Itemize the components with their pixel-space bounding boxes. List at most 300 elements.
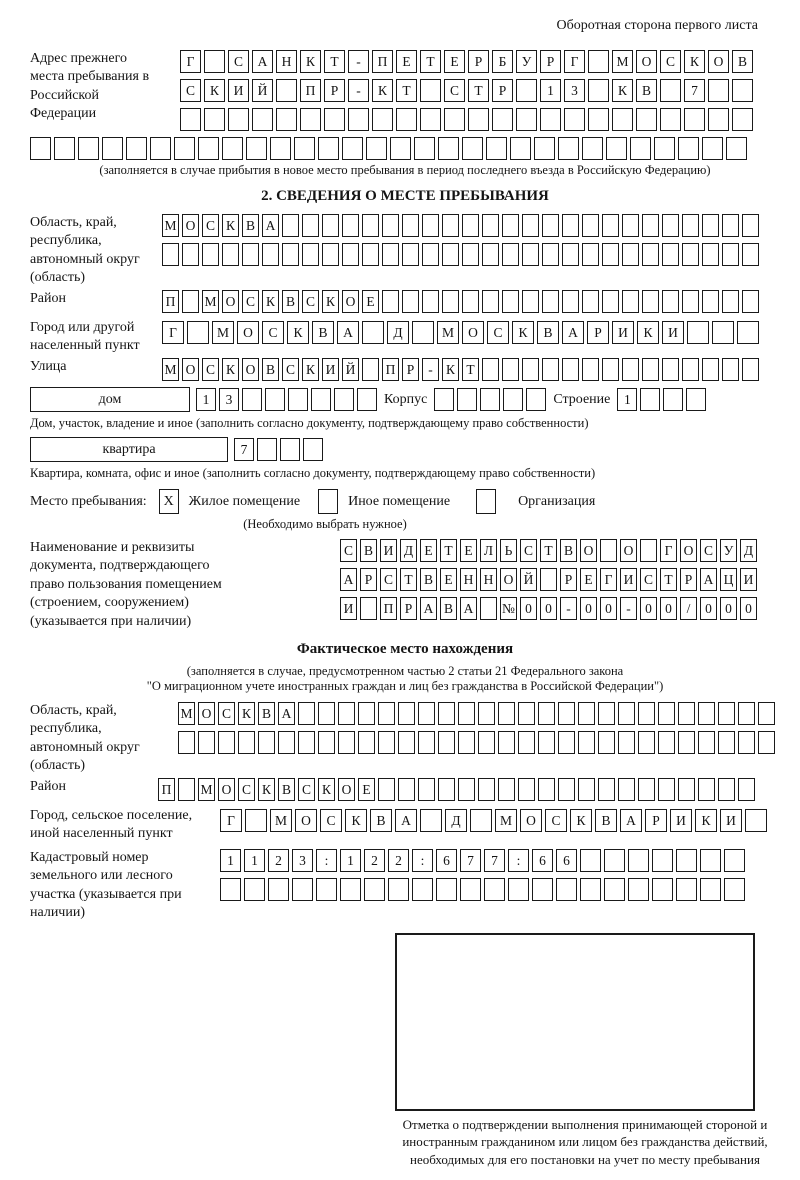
char-box[interactable] (462, 214, 479, 237)
char-box[interactable] (556, 878, 577, 901)
char-box[interactable] (322, 243, 339, 266)
char-box[interactable]: Е (362, 290, 379, 313)
char-box[interactable]: 2 (268, 849, 289, 872)
char-box[interactable]: П (372, 50, 393, 73)
char-box[interactable]: 7 (234, 438, 254, 461)
char-box[interactable]: - (422, 358, 439, 381)
char-box[interactable] (480, 597, 497, 620)
char-box[interactable] (724, 849, 745, 872)
char-box[interactable] (412, 878, 433, 901)
char-box[interactable] (462, 290, 479, 313)
char-box[interactable]: О (338, 778, 355, 801)
char-box[interactable]: Р (360, 568, 377, 591)
char-box[interactable]: В (420, 568, 437, 591)
char-box[interactable]: Р (402, 358, 419, 381)
char-box[interactable]: С (262, 321, 284, 344)
char-box[interactable]: В (440, 597, 457, 620)
char-box[interactable] (245, 809, 267, 832)
char-box[interactable] (182, 290, 199, 313)
char-box[interactable] (702, 214, 719, 237)
char-box[interactable] (600, 539, 617, 562)
char-box[interactable]: Т (540, 539, 557, 562)
char-box[interactable] (180, 108, 201, 131)
char-box[interactable] (252, 108, 273, 131)
char-box[interactable]: Г (220, 809, 242, 832)
char-box[interactable] (622, 290, 639, 313)
char-box[interactable]: И (662, 321, 684, 344)
char-box[interactable] (162, 243, 179, 266)
char-box[interactable]: Е (396, 50, 417, 73)
char-box[interactable] (278, 731, 295, 754)
char-box[interactable] (102, 137, 123, 160)
char-box[interactable]: Р (540, 50, 561, 73)
char-box[interactable]: А (252, 50, 273, 73)
char-box[interactable] (390, 137, 411, 160)
char-box[interactable] (712, 321, 734, 344)
char-box[interactable] (558, 702, 575, 725)
char-box[interactable] (640, 539, 657, 562)
char-box[interactable]: П (300, 79, 321, 102)
char-box[interactable]: Й (252, 79, 273, 102)
char-box[interactable]: К (262, 290, 279, 313)
char-box[interactable] (412, 321, 434, 344)
char-box[interactable] (642, 358, 659, 381)
char-box[interactable]: Е (580, 568, 597, 591)
char-box[interactable] (502, 358, 519, 381)
char-box[interactable]: 0 (540, 597, 557, 620)
char-box[interactable] (462, 137, 483, 160)
char-box[interactable] (742, 214, 759, 237)
char-box[interactable]: - (560, 597, 577, 620)
char-box[interactable] (288, 388, 308, 411)
char-box[interactable]: С (520, 539, 537, 562)
char-box[interactable] (418, 778, 435, 801)
char-box[interactable] (518, 778, 535, 801)
char-box[interactable]: Ь (500, 539, 517, 562)
char-box[interactable] (282, 243, 299, 266)
char-box[interactable] (303, 438, 323, 461)
char-box[interactable]: С (320, 809, 342, 832)
char-box[interactable] (718, 731, 735, 754)
char-box[interactable] (702, 137, 723, 160)
char-box[interactable]: А (262, 214, 279, 237)
char-box[interactable] (292, 878, 313, 901)
char-box[interactable] (732, 79, 753, 102)
char-box[interactable] (402, 243, 419, 266)
char-box[interactable] (698, 778, 715, 801)
char-box[interactable] (422, 290, 439, 313)
char-box[interactable] (198, 731, 215, 754)
char-box[interactable] (257, 438, 277, 461)
char-box[interactable] (222, 243, 239, 266)
char-box[interactable] (262, 243, 279, 266)
char-box[interactable] (502, 214, 519, 237)
char-box[interactable] (298, 731, 315, 754)
char-box[interactable]: Б (492, 50, 513, 73)
char-box[interactable]: И (670, 809, 692, 832)
char-box[interactable]: 7 (460, 849, 481, 872)
char-box[interactable] (678, 731, 695, 754)
char-box[interactable] (265, 388, 285, 411)
char-box[interactable] (204, 108, 225, 131)
char-box[interactable] (540, 568, 557, 591)
char-box[interactable] (280, 438, 300, 461)
char-box[interactable] (526, 388, 546, 411)
char-box[interactable]: А (337, 321, 359, 344)
char-box[interactable]: П (382, 358, 399, 381)
char-box[interactable] (460, 878, 481, 901)
char-box[interactable]: 0 (580, 597, 597, 620)
char-box[interactable] (482, 214, 499, 237)
char-box[interactable]: И (340, 597, 357, 620)
char-box[interactable] (378, 702, 395, 725)
char-box[interactable] (434, 388, 454, 411)
char-box[interactable] (478, 731, 495, 754)
char-box[interactable]: В (360, 539, 377, 562)
char-box[interactable]: 2 (364, 849, 385, 872)
char-box[interactable] (438, 731, 455, 754)
char-box[interactable]: 2 (388, 849, 409, 872)
char-box[interactable] (722, 214, 739, 237)
char-box[interactable]: Г (564, 50, 585, 73)
char-box[interactable]: А (620, 809, 642, 832)
char-box[interactable] (722, 358, 739, 381)
char-box[interactable]: О (218, 778, 235, 801)
char-box[interactable] (578, 778, 595, 801)
char-box[interactable] (658, 702, 675, 725)
char-box[interactable] (126, 137, 147, 160)
char-box[interactable]: Е (444, 50, 465, 73)
char-box[interactable]: А (395, 809, 417, 832)
char-box[interactable]: Н (276, 50, 297, 73)
char-box[interactable] (588, 108, 609, 131)
char-box[interactable]: Д (445, 809, 467, 832)
char-box[interactable] (522, 358, 539, 381)
char-box[interactable] (382, 290, 399, 313)
char-box[interactable]: О (182, 214, 199, 237)
char-box[interactable] (558, 137, 579, 160)
char-box[interactable] (382, 243, 399, 266)
char-box[interactable]: О (708, 50, 729, 73)
char-box[interactable]: Т (462, 358, 479, 381)
apartment-type-cell[interactable]: квартира (30, 437, 228, 462)
char-box[interactable]: О (620, 539, 637, 562)
char-box[interactable]: О (636, 50, 657, 73)
char-box[interactable]: И (720, 809, 742, 832)
char-box[interactable] (686, 388, 706, 411)
char-box[interactable] (682, 290, 699, 313)
checkbox-residential[interactable]: X (159, 489, 179, 514)
char-box[interactable]: К (258, 778, 275, 801)
char-box[interactable] (276, 108, 297, 131)
char-box[interactable] (204, 50, 225, 73)
char-box[interactable]: : (508, 849, 529, 872)
char-box[interactable] (618, 731, 635, 754)
char-box[interactable]: О (198, 702, 215, 725)
char-box[interactable]: У (720, 539, 737, 562)
char-box[interactable] (682, 243, 699, 266)
char-box[interactable] (396, 108, 417, 131)
char-box[interactable]: С (380, 568, 397, 591)
char-box[interactable] (676, 878, 697, 901)
char-box[interactable]: В (282, 290, 299, 313)
char-box[interactable] (300, 108, 321, 131)
char-box[interactable] (708, 79, 729, 102)
char-box[interactable] (438, 778, 455, 801)
char-box[interactable] (364, 878, 385, 901)
char-box[interactable] (652, 878, 673, 901)
char-box[interactable] (732, 108, 753, 131)
char-box[interactable]: 0 (600, 597, 617, 620)
char-box[interactable] (708, 108, 729, 131)
char-box[interactable]: К (372, 79, 393, 102)
char-box[interactable] (745, 809, 767, 832)
char-box[interactable] (436, 878, 457, 901)
char-box[interactable] (622, 358, 639, 381)
char-box[interactable]: С (700, 539, 717, 562)
char-box[interactable] (582, 137, 603, 160)
char-box[interactable] (318, 702, 335, 725)
char-box[interactable]: В (258, 702, 275, 725)
char-box[interactable] (738, 778, 755, 801)
char-box[interactable]: Т (468, 79, 489, 102)
char-box[interactable]: С (282, 358, 299, 381)
char-box[interactable] (242, 243, 259, 266)
char-box[interactable]: С (487, 321, 509, 344)
char-box[interactable]: М (162, 358, 179, 381)
char-box[interactable]: В (537, 321, 559, 344)
char-box[interactable] (458, 731, 475, 754)
char-box[interactable]: Д (400, 539, 417, 562)
char-box[interactable] (398, 702, 415, 725)
char-box[interactable]: О (580, 539, 597, 562)
char-box[interactable] (420, 809, 442, 832)
char-box[interactable] (638, 778, 655, 801)
checkbox-organization[interactable] (476, 489, 496, 514)
char-box[interactable]: А (278, 702, 295, 725)
char-box[interactable]: М (198, 778, 215, 801)
char-box[interactable]: С (180, 79, 201, 102)
char-box[interactable] (316, 878, 337, 901)
char-box[interactable] (282, 214, 299, 237)
char-box[interactable]: Н (480, 568, 497, 591)
char-box[interactable]: П (380, 597, 397, 620)
char-box[interactable] (542, 214, 559, 237)
char-box[interactable]: О (295, 809, 317, 832)
char-box[interactable] (618, 778, 635, 801)
char-box[interactable]: М (162, 214, 179, 237)
char-box[interactable]: О (237, 321, 259, 344)
char-box[interactable]: О (500, 568, 517, 591)
char-box[interactable]: Р (468, 50, 489, 73)
char-box[interactable]: В (312, 321, 334, 344)
char-box[interactable]: 1 (244, 849, 265, 872)
char-box[interactable] (324, 108, 345, 131)
char-box[interactable]: Р (492, 79, 513, 102)
char-box[interactable] (302, 243, 319, 266)
char-box[interactable]: Г (600, 568, 617, 591)
char-box[interactable]: Р (587, 321, 609, 344)
char-box[interactable]: О (680, 539, 697, 562)
char-box[interactable]: П (158, 778, 175, 801)
char-box[interactable] (270, 137, 291, 160)
char-box[interactable]: 0 (720, 597, 737, 620)
char-box[interactable]: К (570, 809, 592, 832)
char-box[interactable]: К (238, 702, 255, 725)
char-box[interactable] (718, 702, 735, 725)
char-box[interactable]: К (512, 321, 534, 344)
char-box[interactable] (737, 321, 759, 344)
char-box[interactable]: К (302, 358, 319, 381)
char-box[interactable]: И (322, 358, 339, 381)
char-box[interactable] (638, 731, 655, 754)
char-box[interactable]: Л (480, 539, 497, 562)
char-box[interactable] (402, 214, 419, 237)
char-box[interactable] (498, 731, 515, 754)
char-box[interactable] (742, 243, 759, 266)
char-box[interactable] (468, 108, 489, 131)
char-box[interactable]: В (595, 809, 617, 832)
char-box[interactable] (542, 243, 559, 266)
char-box[interactable] (357, 388, 377, 411)
char-box[interactable]: Т (400, 568, 417, 591)
char-box[interactable] (268, 878, 289, 901)
char-box[interactable] (558, 778, 575, 801)
char-box[interactable]: М (495, 809, 517, 832)
char-box[interactable]: С (228, 50, 249, 73)
char-box[interactable] (522, 214, 539, 237)
char-box[interactable] (318, 731, 335, 754)
char-box[interactable] (582, 358, 599, 381)
char-box[interactable] (636, 108, 657, 131)
char-box[interactable] (742, 358, 759, 381)
char-box[interactable] (294, 137, 315, 160)
char-box[interactable] (622, 243, 639, 266)
char-box[interactable]: 6 (436, 849, 457, 872)
char-box[interactable]: Е (358, 778, 375, 801)
char-box[interactable] (662, 214, 679, 237)
char-box[interactable]: 6 (532, 849, 553, 872)
char-box[interactable]: К (695, 809, 717, 832)
char-box[interactable]: 3 (219, 388, 239, 411)
char-box[interactable]: 3 (292, 849, 313, 872)
char-box[interactable] (542, 290, 559, 313)
char-box[interactable]: К (222, 358, 239, 381)
char-box[interactable] (54, 137, 75, 160)
char-box[interactable] (198, 137, 219, 160)
char-box[interactable] (372, 108, 393, 131)
char-box[interactable] (602, 358, 619, 381)
char-box[interactable] (682, 214, 699, 237)
char-box[interactable]: 1 (540, 79, 561, 102)
char-box[interactable]: 0 (640, 597, 657, 620)
char-box[interactable]: К (322, 290, 339, 313)
char-box[interactable] (606, 137, 627, 160)
char-box[interactable] (658, 731, 675, 754)
char-box[interactable] (598, 702, 615, 725)
char-box[interactable] (420, 108, 441, 131)
char-box[interactable] (482, 290, 499, 313)
char-box[interactable]: Т (396, 79, 417, 102)
char-box[interactable] (578, 702, 595, 725)
char-box[interactable] (612, 108, 633, 131)
char-box[interactable] (687, 321, 709, 344)
char-box[interactable]: М (212, 321, 234, 344)
char-box[interactable] (362, 358, 379, 381)
char-box[interactable] (700, 878, 721, 901)
char-box[interactable] (202, 243, 219, 266)
char-box[interactable]: Т (324, 50, 345, 73)
char-box[interactable] (366, 137, 387, 160)
char-box[interactable] (422, 214, 439, 237)
char-box[interactable] (348, 108, 369, 131)
char-box[interactable] (678, 137, 699, 160)
char-box[interactable] (516, 108, 537, 131)
char-box[interactable]: С (660, 50, 681, 73)
char-box[interactable]: Г (660, 539, 677, 562)
char-box[interactable] (582, 290, 599, 313)
char-box[interactable]: С (202, 214, 219, 237)
char-box[interactable] (718, 778, 735, 801)
char-box[interactable]: К (287, 321, 309, 344)
char-box[interactable] (702, 358, 719, 381)
char-box[interactable] (378, 731, 395, 754)
char-box[interactable]: Р (560, 568, 577, 591)
char-box[interactable] (218, 731, 235, 754)
char-box[interactable] (628, 878, 649, 901)
char-box[interactable] (178, 778, 195, 801)
char-box[interactable]: / (680, 597, 697, 620)
char-box[interactable]: И (740, 568, 757, 591)
char-box[interactable]: У (516, 50, 537, 73)
char-box[interactable] (726, 137, 747, 160)
char-box[interactable] (562, 214, 579, 237)
char-box[interactable] (442, 243, 459, 266)
char-box[interactable] (602, 290, 619, 313)
char-box[interactable] (492, 108, 513, 131)
char-box[interactable] (738, 731, 755, 754)
char-box[interactable] (187, 321, 209, 344)
char-box[interactable]: К (637, 321, 659, 344)
char-box[interactable]: Е (440, 568, 457, 591)
char-box[interactable]: С (202, 358, 219, 381)
char-box[interactable] (662, 290, 679, 313)
char-box[interactable]: О (222, 290, 239, 313)
char-box[interactable] (662, 243, 679, 266)
char-box[interactable] (652, 849, 673, 872)
char-box[interactable] (602, 243, 619, 266)
char-box[interactable]: № (500, 597, 517, 620)
char-box[interactable] (598, 778, 615, 801)
char-box[interactable] (630, 137, 651, 160)
char-box[interactable] (342, 214, 359, 237)
char-box[interactable] (660, 108, 681, 131)
char-box[interactable] (182, 243, 199, 266)
char-box[interactable]: М (202, 290, 219, 313)
char-box[interactable]: К (345, 809, 367, 832)
char-box[interactable] (588, 50, 609, 73)
char-box[interactable]: С (340, 539, 357, 562)
char-box[interactable] (334, 388, 354, 411)
char-box[interactable]: С (298, 778, 315, 801)
char-box[interactable]: Т (420, 50, 441, 73)
char-box[interactable] (360, 597, 377, 620)
char-box[interactable]: В (636, 79, 657, 102)
char-box[interactable] (438, 702, 455, 725)
char-box[interactable]: 1 (220, 849, 241, 872)
char-box[interactable] (418, 702, 435, 725)
char-box[interactable] (678, 702, 695, 725)
